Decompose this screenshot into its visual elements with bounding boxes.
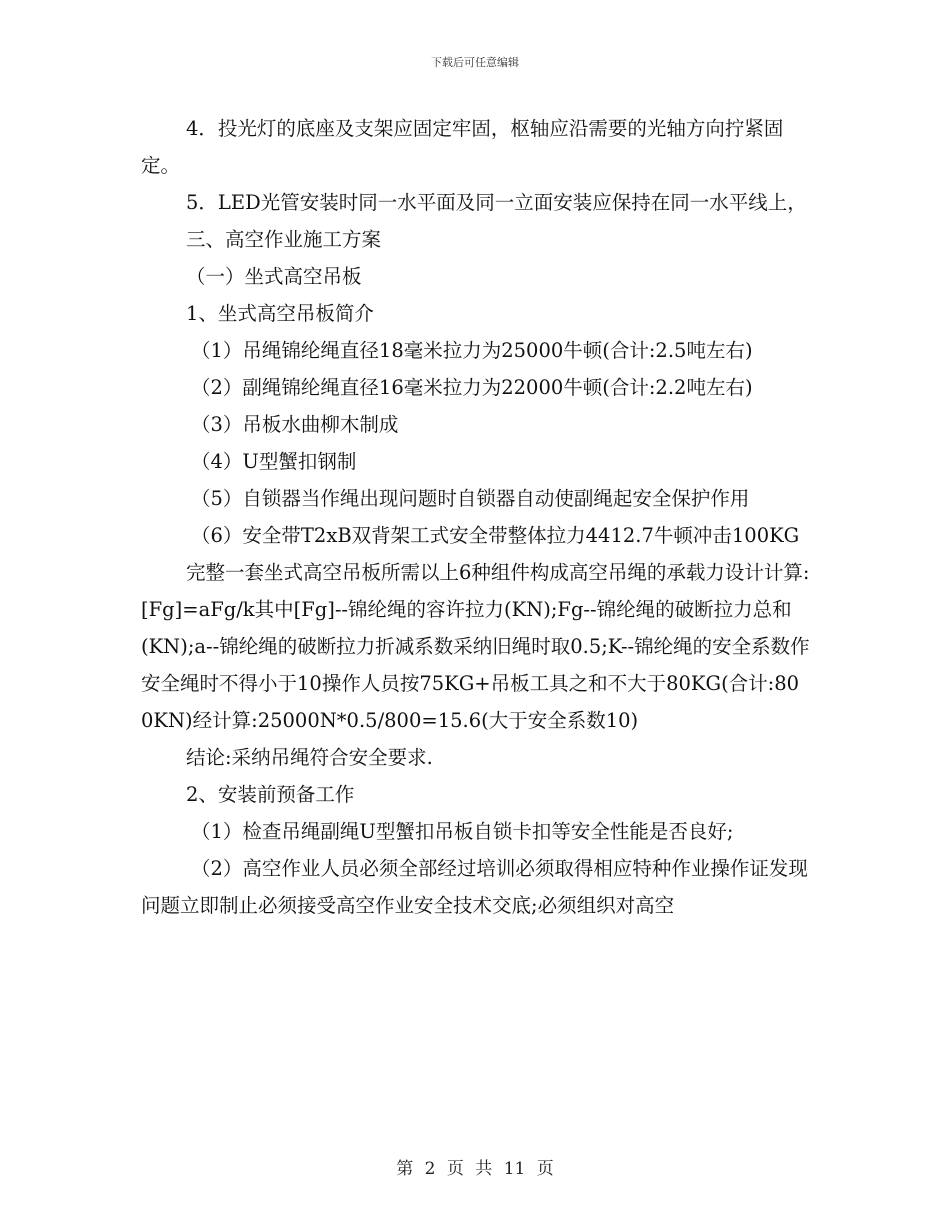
- paragraph-item-5: 5．LED光管安装时同一水平面及同一立面安装应保持在同一水平线上，: [186, 191, 807, 214]
- subheading-preparation: 2、安装前预备工作: [186, 783, 355, 806]
- document-body: [141, 110, 811, 924]
- paragraph-item-4: 4．投光灯的底座及支架应固定牢固，枢轴应沿需要的光轴方向拧紧固定。: [141, 117, 784, 177]
- subsection-heading: （一）坐式高空吊板: [186, 265, 362, 288]
- list-item: （1）吊绳锦纶绳直径18毫米拉力为25000牛顿(合计:2.5吨左右): [191, 339, 753, 362]
- list-item: （6）安全带T2xB双背架工式安全带整体拉力4412.7牛顿冲击100KG: [191, 524, 800, 547]
- list-item: （1）检查吊绳副绳U型蟹扣吊板自锁卡扣等安全性能是否良好;: [191, 820, 734, 843]
- conclusion-paragraph: 结论:采纳吊绳符合安全要求.: [186, 746, 433, 769]
- page-header: 下载后可任意编辑: [431, 56, 519, 69]
- section-heading: 三、高空作业施工方案: [186, 228, 382, 251]
- list-item: （2）副绳锦纶绳直径16毫米拉力为22000牛顿(合计:2.2吨左右): [191, 376, 753, 399]
- subheading-intro: 1、坐式高空吊板简介: [186, 302, 374, 325]
- list-item: （2）高空作业人员必须全部经过培训必须取得相应特种作业操作证发现问题立即制止必须接受高空作业安全技术交底;必须组织对高空: [141, 857, 808, 917]
- list-item: （5）自锁器当作绳出现问题时自锁器自动使副绳起安全保护作用: [191, 487, 750, 510]
- calculation-paragraph: 完整一套坐式高空吊板所需以上6种组件构成高空吊绳的承载力设计计算:[Fg]=aFg/k其中[Fg]--锦纶绳的容许拉力(KN);Fg--锦纶绳的破断拉力总和(KN);a--锦纶绳的破断拉力折减系数采纳旧绳时取0.5;K--锦纶绳的安全系数作安全绳时不得小于10操作人员按75KG+吊板工具之和不大于80KG(合计:800KN)经计算:25000N*0.5/800=15.6(大于安全系数10): [141, 561, 810, 732]
- list-item: （4）U型蟹扣钢制: [191, 450, 357, 473]
- list-item: （3）吊板水曲柳木制成: [191, 413, 399, 436]
- page-footer: 第 2 页 共 11 页: [396, 1159, 554, 1179]
